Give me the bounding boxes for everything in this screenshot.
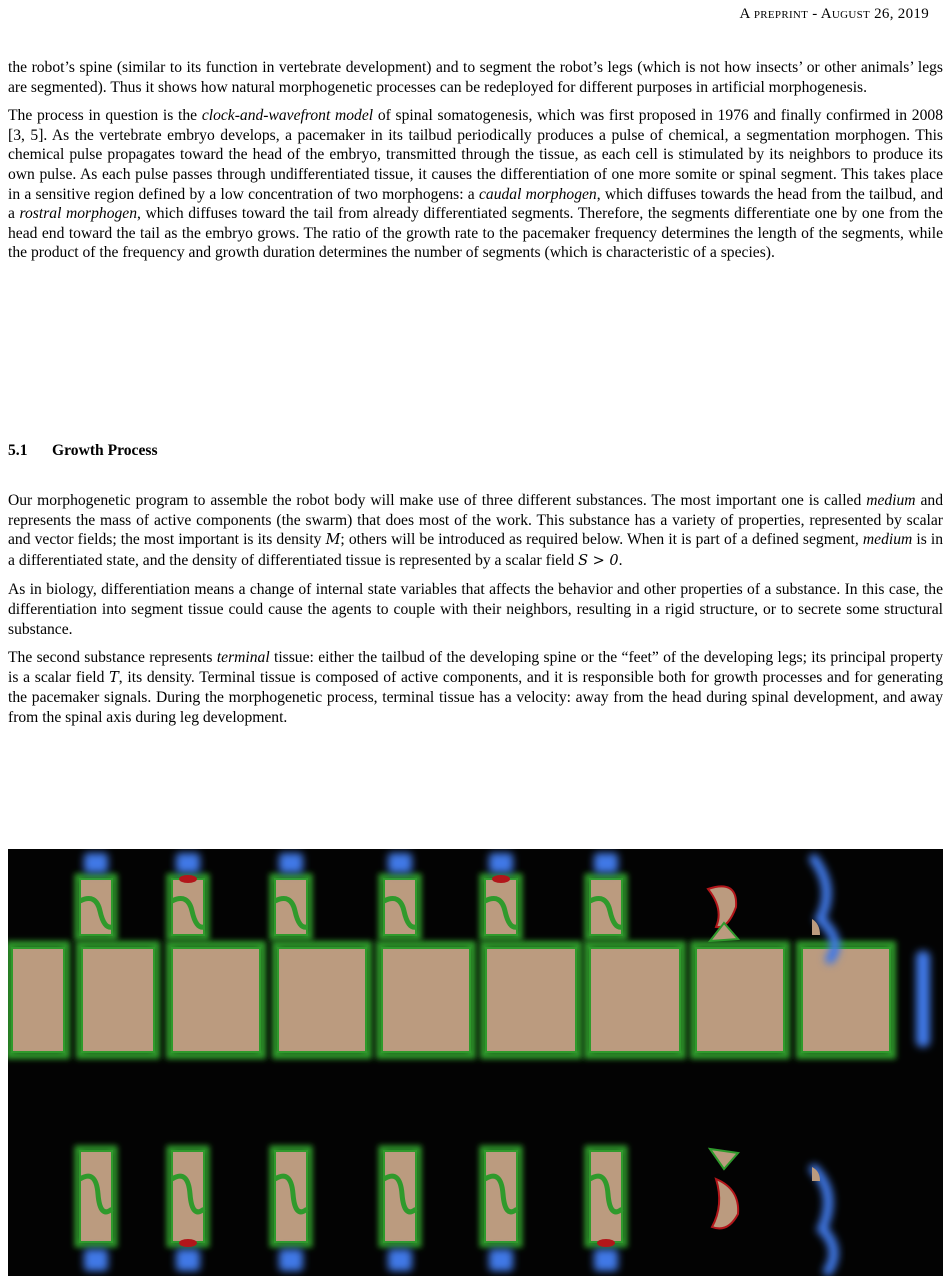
- leg-foot-terminal: [176, 1249, 200, 1271]
- spine-segment: [382, 948, 470, 1052]
- tailbud-terminal: [916, 951, 930, 1047]
- marker-pulse: [179, 1239, 197, 1247]
- spine-segment: [172, 948, 260, 1052]
- paragraph: [8, 106, 943, 263]
- spine-segment: [278, 948, 366, 1052]
- body-text-bottom: [8, 491, 943, 737]
- leg-foot-terminal: [176, 853, 200, 873]
- leg-foot-terminal: [279, 853, 303, 873]
- math-symbol: S > 0: [578, 552, 619, 569]
- spine-segment: [486, 948, 576, 1052]
- section-number: 5.1: [8, 442, 28, 459]
- leg-foot-terminal: [84, 1249, 108, 1271]
- text-run: Our morphogenetic program to assemble the robot body will make use of three different substances. The most important one is called: [8, 492, 867, 509]
- paragraph: [8, 58, 943, 97]
- leg-foot-terminal: [388, 1249, 412, 1271]
- marker-pulse: [179, 875, 197, 883]
- text-run: As in biology, differentiation means a change of internal state variables that affects the behavior and other properties of a substance. In this case, the differentiation into segment tissue could cause the agents to couple with their neighbors, resulting in a rigid structure, or to secrete some structural substance.: [8, 581, 943, 638]
- text-run: of spinal somatogenesis, which was first proposed in 1976 and finally confirmed in 2008 [3, 5]. As the vertebrate embryo develops, a pacemaker in its tailbud periodically produces a pulse of chemical, a segmentation morphogen. This chemical pulse propagates toward the head of the embryo, transmitted through the tissue, as each cell is stimulated by its neighbors to produce its own pulse. As each pulse passes through undifferentiated tissue, it causes the differentiation of one more somite or spinal segment. This takes place in a sensitive region defined by a low concentration of two morphogens: a: [8, 107, 943, 203]
- leg-foot-terminal: [594, 1249, 618, 1271]
- running-head: [739, 6, 929, 23]
- emphasis: terminal: [216, 649, 270, 667]
- spine-segment: [590, 948, 680, 1052]
- paragraph: [8, 580, 943, 639]
- text-run: .: [618, 551, 623, 569]
- marker-pulse: [492, 875, 510, 883]
- emphasis: rostral morphogen: [19, 205, 138, 223]
- emphasis: clock-and-wavefront model: [201, 107, 374, 125]
- spine-segment: [802, 948, 890, 1052]
- paragraph: [8, 491, 943, 571]
- leg-foot-terminal: [489, 1249, 513, 1271]
- leg-foot-terminal: [388, 853, 412, 873]
- text-run: tissue: either the tailbud of the developing spine or the “feet” of the developing legs; its principal property is a scalar field: [8, 649, 944, 686]
- emphasis: medium: [862, 531, 913, 549]
- leg-foot-terminal: [279, 1249, 303, 1271]
- leg-foot-terminal: [594, 853, 618, 873]
- emphasis: caudal morphogen: [478, 185, 597, 203]
- text-run: ; others will be introduced as required below. When it is part of a defined segment,: [340, 531, 863, 549]
- math-symbol: M: [325, 532, 341, 549]
- section-heading: [8, 442, 158, 460]
- spine-segment: [82, 948, 154, 1052]
- paragraph: [8, 648, 943, 727]
- spine-segment: [696, 948, 784, 1052]
- text-run: , which diffuses toward the tail from already differentiated segments. Therefore, the segments differentiate one by one from the head end toward the tail as the embryo grows. The ratio of the growth rate to the pacemaker frequency determines the length of the segments, while the product of the frequency and growth duration determines the number of segments (which is characteristic of a species).: [8, 205, 943, 262]
- leg-foot-terminal: [84, 853, 108, 873]
- leg-foot-terminal: [489, 853, 513, 873]
- text-run: , which diffuses towards the head from the tailbud, and a: [8, 185, 944, 223]
- text-run: , its density. Terminal tissue is composed of active components, and it is responsible both for growth processes and for generating the pacemaker signals. During the morphogenetic process, terminal tissue has a velocity: away from the head during spinal development, and away from the spinal axis during leg development.: [8, 668, 943, 726]
- marker-pulse: [597, 1239, 615, 1247]
- figure-background: [8, 849, 943, 1276]
- morphogenesis-figure: [8, 849, 943, 1276]
- text-run: The process in question is the: [8, 107, 202, 125]
- section-title: Growth Process: [52, 442, 158, 459]
- running-head-text: A preprint - August 26, 2019: [739, 6, 929, 22]
- math-symbol: T: [109, 669, 119, 686]
- spine-segment: [12, 948, 64, 1052]
- text-run: is in a differentiated state, and the density of differentiated tissue is represented by a scalar field: [8, 531, 943, 569]
- text-run: The second substance represents: [8, 649, 217, 667]
- text-run: the robot’s spine (similar to its function in vertebrate development) and to segment the robot’s legs (which is not how insects’ or other animals’ legs are segmented). Thus it shows how natural morphogenetic processes can be redeployed for different purposes in artificial morphogenesis.: [8, 59, 943, 96]
- emphasis: medium: [866, 492, 916, 509]
- text-run: and represents the mass of active components (the swarm) that does most of the work. This substance has a variety of properties, represented by scalar and vector fields; the most important is its density: [8, 492, 943, 549]
- body-text-top: [8, 58, 943, 272]
